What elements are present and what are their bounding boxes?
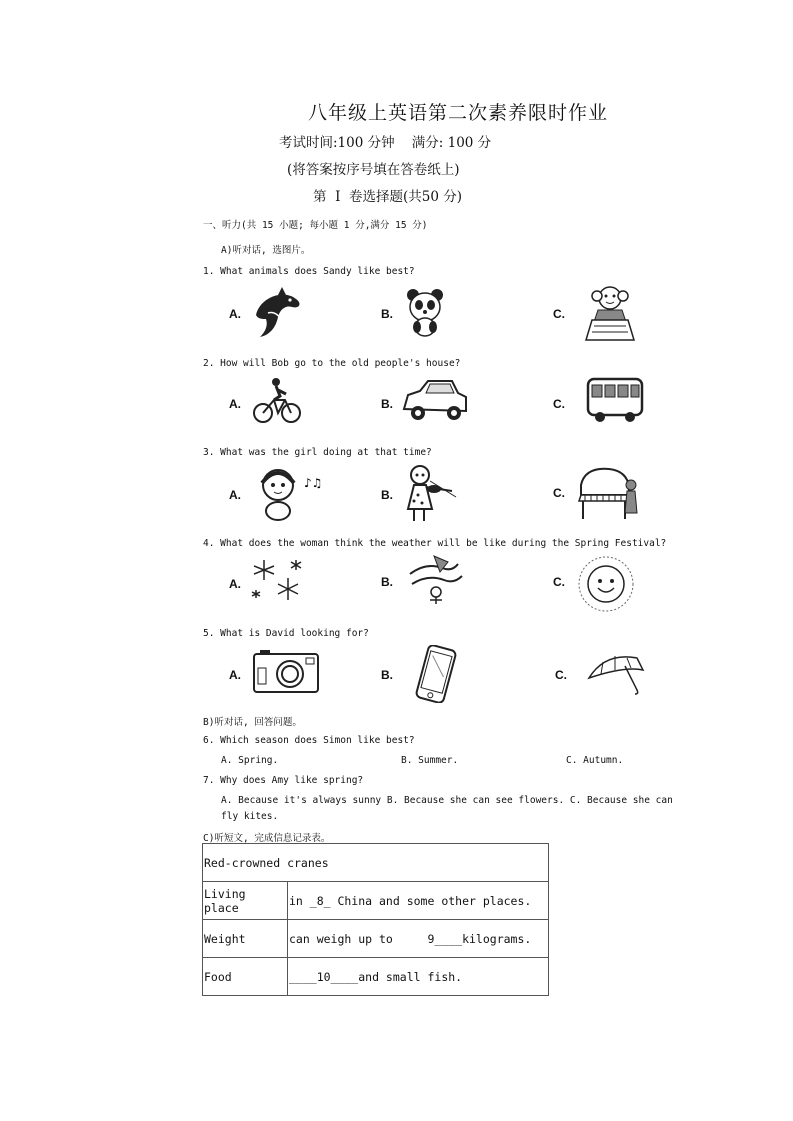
question-3: 3. What was the girl doing at that time?: [203, 447, 432, 458]
option-label: A.: [229, 397, 241, 411]
table-label: Food: [203, 958, 288, 996]
table-label: Weight: [203, 920, 288, 958]
section-heading: 一、听力(共 15 小题; 每小题 1 分,满分 15 分): [203, 220, 428, 231]
option-label: C.: [553, 486, 565, 500]
bus-icon: [584, 375, 646, 425]
instruction: (将答案按序号填在答卷纸上): [287, 162, 460, 178]
question-4: 4. What does the woman think the weather will be like during the Spring Festival?: [203, 538, 667, 549]
q6-option-a: A. Spring.: [221, 755, 279, 766]
table-row: [203, 958, 549, 996]
part-b-heading: B)听对话, 回答问题。: [203, 717, 302, 728]
option-label: B.: [381, 307, 393, 321]
option-label: C.: [553, 307, 565, 321]
q6-option-b: B. Summer.: [401, 755, 459, 766]
question-6: 6. Which season does Simon like best?: [203, 735, 415, 746]
option-label: A.: [229, 668, 241, 682]
option-label: B.: [381, 575, 393, 589]
option-label: B.: [381, 397, 393, 411]
q7-options-line1: A. Because it's always sunny B. Because she can see flowers. C. Because she can: [221, 795, 673, 806]
table-value: can weigh up to 9____kilograms.: [288, 920, 549, 958]
table-label: Living place: [203, 882, 288, 920]
info-table: [202, 843, 549, 996]
option-label: A.: [229, 577, 241, 591]
table-value: ____10____and small fish.: [288, 958, 549, 996]
option-label: A.: [229, 307, 241, 321]
bicycle-icon: [252, 376, 302, 426]
car-icon: [400, 377, 470, 425]
violin-girl-icon: [402, 463, 464, 525]
option-label: C.: [553, 397, 565, 411]
exam-info: 考试时间:100 分钟 满分: 100 分: [279, 135, 492, 151]
question-1: 1. What animals does Sandy like best?: [203, 266, 415, 277]
page-title: 八年级上英语第二次素养限时作业: [308, 102, 609, 124]
monkey-icon: [582, 284, 638, 344]
option-label: C.: [555, 668, 567, 682]
part-title: 第 Ⅰ 卷选择题(共50 分): [313, 189, 463, 205]
question-5: 5. What is David looking for?: [203, 628, 369, 639]
q6-option-c: C. Autumn.: [566, 755, 624, 766]
question-7: 7. Why does Amy like spring?: [203, 775, 364, 786]
sun-icon: [576, 554, 636, 614]
piano-icon: [575, 465, 639, 523]
svg-text:♪♫: ♪♫: [304, 476, 323, 490]
q7-options-line2: fly kites.: [221, 811, 279, 822]
option-label: B.: [381, 488, 393, 502]
table-row: [203, 844, 549, 882]
table-row: [203, 920, 549, 958]
part-c-heading: C)听短文, 完成信息记录表。: [203, 833, 331, 844]
option-label: B.: [381, 668, 393, 682]
option-label: C.: [553, 575, 565, 589]
part-a-heading: A)听对话, 选图片。: [221, 245, 311, 256]
question-2: 2. How will Bob go to the old people's house?: [203, 358, 461, 369]
option-label: A.: [229, 488, 241, 502]
table-value: in _8_ China and some other places.: [288, 882, 549, 920]
panda-icon: [405, 287, 445, 337]
table-row: [203, 882, 549, 920]
windy-icon: [406, 554, 466, 606]
camera-icon: [252, 648, 320, 696]
umbrella-icon: [585, 652, 647, 698]
snowflake-icon: [246, 556, 306, 604]
table-title: Red-crowned cranes: [203, 844, 549, 882]
dolphin-icon: [248, 285, 304, 341]
singing-girl-icon: [250, 465, 326, 523]
phone-icon: [410, 645, 462, 703]
